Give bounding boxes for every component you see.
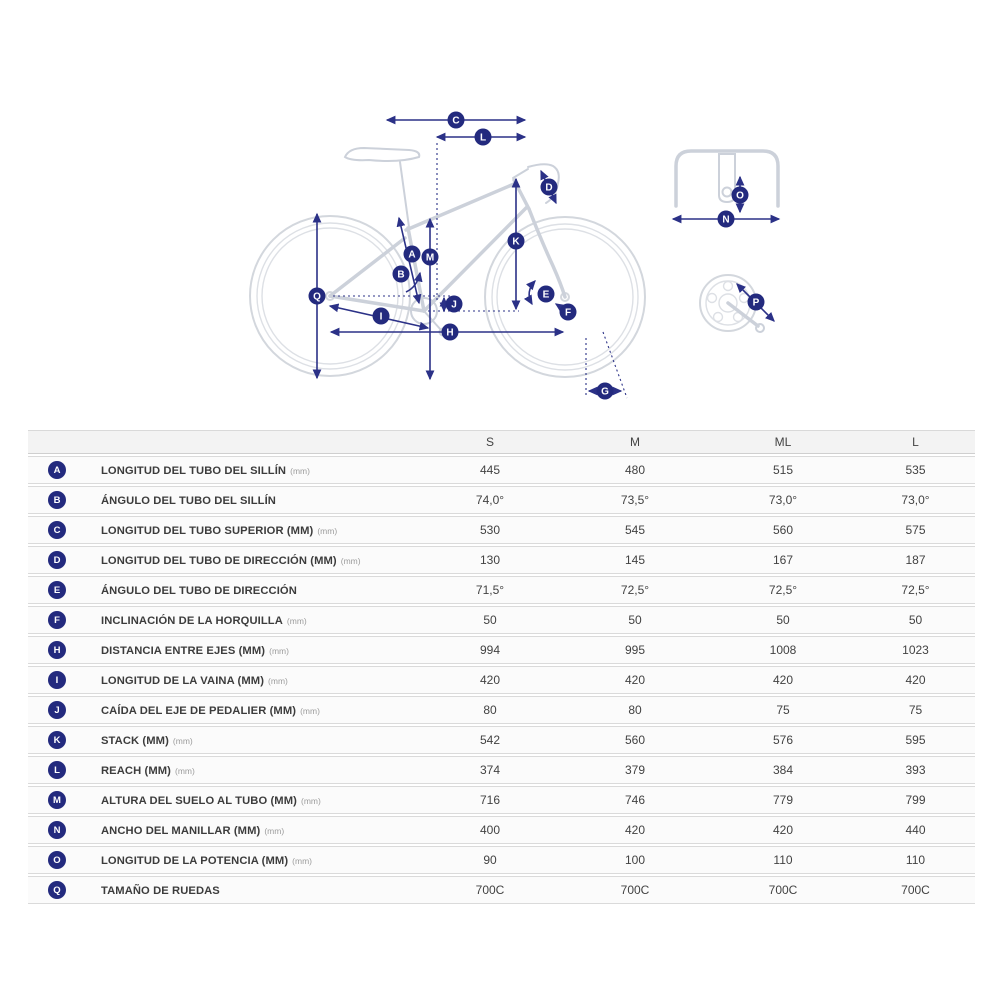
spec-value: 73,0° bbox=[710, 486, 856, 514]
spec-value: 379 bbox=[560, 756, 710, 784]
spec-value: 420 bbox=[560, 816, 710, 844]
spec-value: 187 bbox=[856, 546, 975, 574]
spec-value: 73,0° bbox=[856, 486, 975, 514]
spec-value: 72,5° bbox=[560, 576, 710, 604]
spec-value: 50 bbox=[856, 606, 975, 634]
svg-text:G: G bbox=[601, 386, 609, 398]
marker-n bbox=[718, 211, 735, 228]
table-row bbox=[28, 576, 975, 604]
spec-value: 130 bbox=[420, 546, 560, 574]
header-spacer-label bbox=[100, 430, 420, 454]
spec-unit: (mm) bbox=[290, 466, 310, 476]
row-letter-badge: I bbox=[48, 671, 66, 689]
table-row bbox=[28, 456, 975, 484]
svg-text:Q: Q bbox=[313, 291, 321, 303]
marker-p bbox=[748, 294, 765, 311]
marker-d bbox=[541, 179, 558, 196]
table-row bbox=[28, 636, 975, 664]
spec-value: 542 bbox=[420, 726, 560, 754]
spec-unit: (mm) bbox=[269, 646, 289, 656]
bike-side-view bbox=[250, 148, 645, 377]
spec-value: 799 bbox=[856, 786, 975, 814]
marker-o bbox=[732, 187, 749, 204]
spec-value: 515 bbox=[710, 456, 856, 484]
svg-text:A: A bbox=[408, 249, 416, 261]
spec-label: REACH (MM) bbox=[101, 765, 171, 777]
spec-value: 167 bbox=[710, 546, 856, 574]
marker-c bbox=[448, 112, 465, 129]
svg-text:O: O bbox=[736, 190, 744, 202]
spec-label: ALTURA DEL SUELO AL TUBO (MM) bbox=[101, 795, 297, 807]
svg-text:L: L bbox=[479, 132, 487, 144]
header-size-ml: ML bbox=[710, 430, 856, 454]
spec-value: 72,5° bbox=[710, 576, 856, 604]
marker-e bbox=[538, 286, 555, 303]
table-row bbox=[28, 816, 975, 844]
spec-value: 420 bbox=[710, 666, 856, 694]
spec-value: 530 bbox=[420, 516, 560, 544]
marker-m bbox=[422, 249, 439, 266]
spec-table-body bbox=[28, 456, 975, 904]
marker-b bbox=[393, 266, 410, 283]
svg-text:N: N bbox=[722, 214, 730, 226]
row-letter-badge: H bbox=[48, 641, 66, 659]
svg-text:F: F bbox=[564, 307, 572, 319]
spec-value: 75 bbox=[856, 696, 975, 724]
spec-value: 420 bbox=[856, 666, 975, 694]
spec-value: 700C bbox=[560, 876, 710, 904]
spec-label: LONGITUD DE LA POTENCIA (MM) bbox=[101, 855, 289, 867]
row-letter-badge: L bbox=[48, 761, 66, 779]
spec-value: 560 bbox=[710, 516, 856, 544]
geometry-diagram bbox=[0, 0, 1000, 430]
spec-value: 779 bbox=[710, 786, 856, 814]
table-row bbox=[28, 756, 975, 784]
marker-h bbox=[442, 324, 459, 341]
geometry-table bbox=[28, 428, 975, 906]
svg-text:D: D bbox=[545, 182, 553, 194]
spec-value: 374 bbox=[420, 756, 560, 784]
spec-value: 110 bbox=[710, 846, 856, 874]
spec-label: ÁNGULO DEL TUBO DE DIRECCIÓN bbox=[101, 585, 297, 597]
svg-text:H: H bbox=[446, 327, 454, 339]
marker-k bbox=[508, 233, 525, 250]
spec-label: INCLINACIÓN DE LA HORQUILLA bbox=[101, 615, 283, 627]
spec-unit: (mm) bbox=[264, 826, 285, 836]
spec-value: 50 bbox=[420, 606, 560, 634]
header-size-m: M bbox=[560, 430, 710, 454]
spec-label: STACK (MM) bbox=[101, 735, 169, 747]
spec-value: 73,5° bbox=[560, 486, 710, 514]
spec-label: CAÍDA DEL EJE DE PEDALIER (MM) bbox=[101, 705, 297, 717]
marker-g bbox=[597, 383, 614, 400]
row-letter-badge: N bbox=[48, 821, 66, 839]
spec-value: 700C bbox=[710, 876, 856, 904]
table-row bbox=[28, 486, 975, 514]
svg-text:B: B bbox=[397, 269, 405, 281]
spec-unit: (mm) bbox=[268, 676, 288, 686]
saddle-icon bbox=[345, 148, 419, 161]
spec-value: 575 bbox=[856, 516, 975, 544]
spec-unit: (mm) bbox=[286, 616, 307, 626]
spec-value: 995 bbox=[560, 636, 710, 664]
handlebar-icon bbox=[676, 151, 778, 206]
row-letter-badge: K bbox=[48, 731, 66, 749]
spec-value: 74,0° bbox=[420, 486, 560, 514]
spec-unit: (mm) bbox=[317, 526, 338, 536]
spec-value: 1008 bbox=[710, 636, 856, 664]
spec-value: 100 bbox=[560, 846, 710, 874]
spec-label: LONGITUD DEL TUBO SUPERIOR (MM) bbox=[101, 525, 314, 537]
table-row bbox=[28, 666, 975, 694]
spec-value: 746 bbox=[560, 786, 710, 814]
spec-label: ANCHO DEL MANILLAR (MM) bbox=[101, 825, 261, 837]
spec-value: 145 bbox=[560, 546, 710, 574]
svg-text:J: J bbox=[451, 299, 457, 311]
table-row bbox=[28, 546, 975, 574]
header-size-s: S bbox=[420, 430, 560, 454]
spec-value: 560 bbox=[560, 726, 710, 754]
spec-label: LONGITUD DEL TUBO DEL SILLÍN bbox=[101, 465, 287, 477]
spec-label: ÁNGULO DEL TUBO DEL SILLÍN bbox=[101, 495, 276, 507]
table-row bbox=[28, 516, 975, 544]
row-letter-badge: B bbox=[48, 491, 66, 509]
row-letter-badge: J bbox=[48, 701, 66, 719]
table-row bbox=[28, 606, 975, 634]
spec-unit: (mm) bbox=[300, 706, 320, 716]
row-letter-badge: A bbox=[48, 461, 66, 479]
spec-label: LONGITUD DE LA VAINA (MM) bbox=[101, 675, 265, 687]
spec-value: 440 bbox=[856, 816, 975, 844]
spec-value: 700C bbox=[420, 876, 560, 904]
spec-label: TAMAÑO DE RUEDAS bbox=[101, 885, 220, 897]
spec-value: 700C bbox=[856, 876, 975, 904]
header-size-l: L bbox=[856, 430, 975, 454]
table-row bbox=[28, 876, 975, 904]
spec-value: 50 bbox=[710, 606, 856, 634]
spec-value: 75 bbox=[710, 696, 856, 724]
spec-value: 400 bbox=[420, 816, 560, 844]
spec-value: 393 bbox=[856, 756, 975, 784]
spec-value: 1023 bbox=[856, 636, 975, 664]
spec-value: 420 bbox=[710, 816, 856, 844]
spec-value: 90 bbox=[420, 846, 560, 874]
spec-value: 80 bbox=[420, 696, 560, 724]
row-letter-badge: M bbox=[48, 791, 66, 809]
marker-a bbox=[404, 246, 421, 263]
spec-value: 994 bbox=[420, 636, 560, 664]
spec-value: 545 bbox=[560, 516, 710, 544]
marker-l bbox=[475, 129, 492, 146]
spec-value: 50 bbox=[560, 606, 710, 634]
svg-text:I: I bbox=[379, 311, 383, 323]
row-letter-badge: E bbox=[48, 581, 66, 599]
svg-text:M: M bbox=[425, 252, 435, 264]
row-letter-badge: O bbox=[48, 851, 66, 869]
table-row bbox=[28, 726, 975, 754]
svg-text:E: E bbox=[542, 289, 550, 301]
spec-value: 110 bbox=[856, 846, 975, 874]
marker-q bbox=[309, 288, 326, 305]
spec-value: 384 bbox=[710, 756, 856, 784]
handlebar-front-view bbox=[676, 151, 778, 206]
row-letter-badge: C bbox=[48, 521, 66, 539]
spec-label: DISTANCIA ENTRE EJES (MM) bbox=[101, 645, 266, 657]
spec-unit: (mm) bbox=[172, 736, 193, 746]
table-row bbox=[28, 696, 975, 724]
header-spacer-badge bbox=[28, 430, 100, 454]
svg-text:C: C bbox=[452, 115, 460, 127]
spec-unit: (mm) bbox=[292, 856, 312, 866]
spec-value: 72,5° bbox=[856, 576, 975, 604]
spec-value: 420 bbox=[420, 666, 560, 694]
row-letter-badge: F bbox=[48, 611, 66, 629]
spec-value: 445 bbox=[420, 456, 560, 484]
spec-value: 716 bbox=[420, 786, 560, 814]
table-row bbox=[28, 786, 975, 814]
spec-value: 71,5° bbox=[420, 576, 560, 604]
marker-j bbox=[446, 296, 463, 313]
spec-unit: (mm) bbox=[174, 766, 195, 776]
marker-f bbox=[560, 304, 577, 321]
svg-text:P: P bbox=[752, 297, 760, 309]
spec-value: 576 bbox=[710, 726, 856, 754]
spec-value: 420 bbox=[560, 666, 710, 694]
spec-label: LONGITUD DEL TUBO DE DIRECCIÓN (MM) bbox=[101, 555, 337, 567]
marker-i bbox=[373, 308, 390, 325]
table-header-row bbox=[28, 430, 975, 454]
spec-unit: (mm) bbox=[340, 556, 361, 566]
row-letter-badge: D bbox=[48, 551, 66, 569]
table-row bbox=[28, 846, 975, 874]
spec-unit: (mm) bbox=[300, 796, 321, 806]
row-letter-badge: Q bbox=[48, 881, 66, 899]
spec-value: 535 bbox=[856, 456, 975, 484]
spec-value: 480 bbox=[560, 456, 710, 484]
spec-value: 595 bbox=[856, 726, 975, 754]
svg-text:K: K bbox=[512, 236, 520, 248]
spec-value: 80 bbox=[560, 696, 710, 724]
